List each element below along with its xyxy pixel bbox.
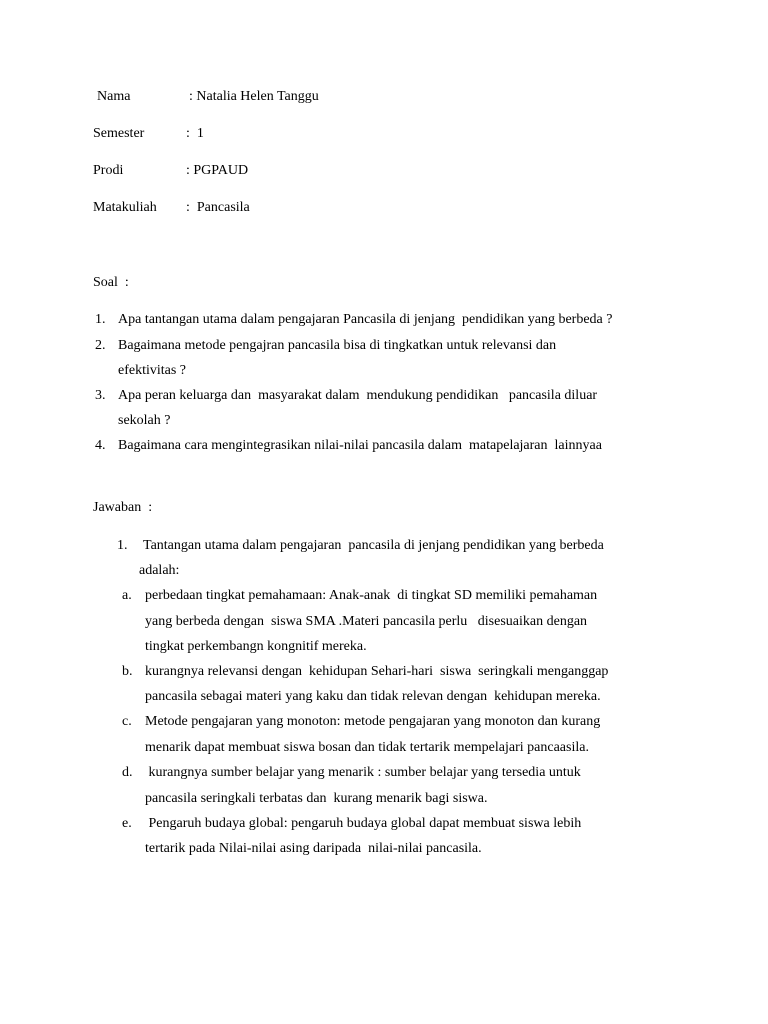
subitem-a-line: yang berbeda dengan siswa SMA .Materi pancasila perlu disesuaikan dengan [145, 614, 588, 629]
soal-item-number: 4. [95, 438, 106, 453]
semester-label: Semester [93, 126, 145, 141]
answer-1-line: adalah: [139, 563, 180, 578]
soal-item-4-line: Bagaimana cara mengintegrasikan nilai-nilai pancasila dalam matapelajaran lainnyaa [118, 438, 602, 453]
subitem-a-line: tingkat perkembangn kongnitif mereka. [145, 639, 367, 654]
answer-number: 1. [117, 538, 128, 553]
subitem-e-line: Pengaruh budaya global: pengaruh budaya global dapat membuat siswa lebih [145, 816, 582, 831]
soal-item-number: 1. [95, 312, 106, 327]
subitem-letter: c. [122, 714, 132, 729]
subitem-c-line: menarik dapat membuat siswa bosan dan tidak tertarik mempelajari pancaasila. [145, 740, 589, 755]
soal-heading: Soal : [93, 275, 129, 290]
prodi-value: : PGPAUD [186, 163, 249, 178]
soal-item-2-line: efektivitas ? [118, 363, 187, 378]
subitem-a-line: perbedaan tingkat pemahamaan: Anak-anak di tingkat SD memiliki pemahaman [145, 588, 598, 603]
answer-1-line: Tantangan utama dalam pengajaran pancasila di jenjang pendidikan yang berbeda [143, 538, 604, 553]
subitem-e-line: tertarik pada Nilai-nilai asing daripada nilai-nilai pancasila. [145, 841, 482, 856]
matakuliah-value: : Pancasila [186, 200, 250, 215]
nama-label: Nama [97, 89, 131, 104]
subitem-letter: e. [122, 816, 132, 831]
nama-value: : Natalia Helen Tanggu [189, 89, 319, 104]
soal-item-1-line: Apa tantangan utama dalam pengajaran Pancasila di jenjang pendidikan yang berbeda ? [118, 312, 613, 327]
soal-item-number: 3. [95, 388, 106, 403]
subitem-c-line: Metode pengajaran yang monoton: metode pengajaran yang monoton dan kurang [145, 714, 601, 729]
subitem-letter: d. [122, 765, 133, 780]
soal-item-number: 2. [95, 338, 106, 353]
semester-value: : 1 [186, 126, 204, 141]
subitem-d-line: kurangnya sumber belajar yang menarik : sumber belajar yang tersedia untuk [145, 765, 581, 780]
prodi-label: Prodi [93, 163, 124, 178]
subitem-letter: b. [122, 664, 133, 679]
subitem-b-line: kurangnya relevansi dengan kehidupan Sehari-hari siswa seringkali menganggap [145, 664, 609, 679]
matakuliah-label: Matakuliah [93, 200, 157, 215]
soal-item-3-line: Apa peran keluarga dan masyarakat dalam mendukung pendidikan pancasila diluar [118, 388, 598, 403]
subitem-d-line: pancasila seringkali terbatas dan kurang menarik bagi siswa. [145, 791, 488, 806]
soal-item-2-line: Bagaimana metode pengajran pancasila bisa di tingkatkan untuk relevansi dan [118, 338, 557, 353]
jawaban-heading: Jawaban : [93, 500, 153, 515]
subitem-b-line: pancasila sebagai materi yang kaku dan tidak relevan dengan kehidupan mereka. [145, 689, 601, 704]
subitem-letter: a. [122, 588, 132, 603]
soal-item-3-line: sekolah ? [118, 413, 171, 428]
